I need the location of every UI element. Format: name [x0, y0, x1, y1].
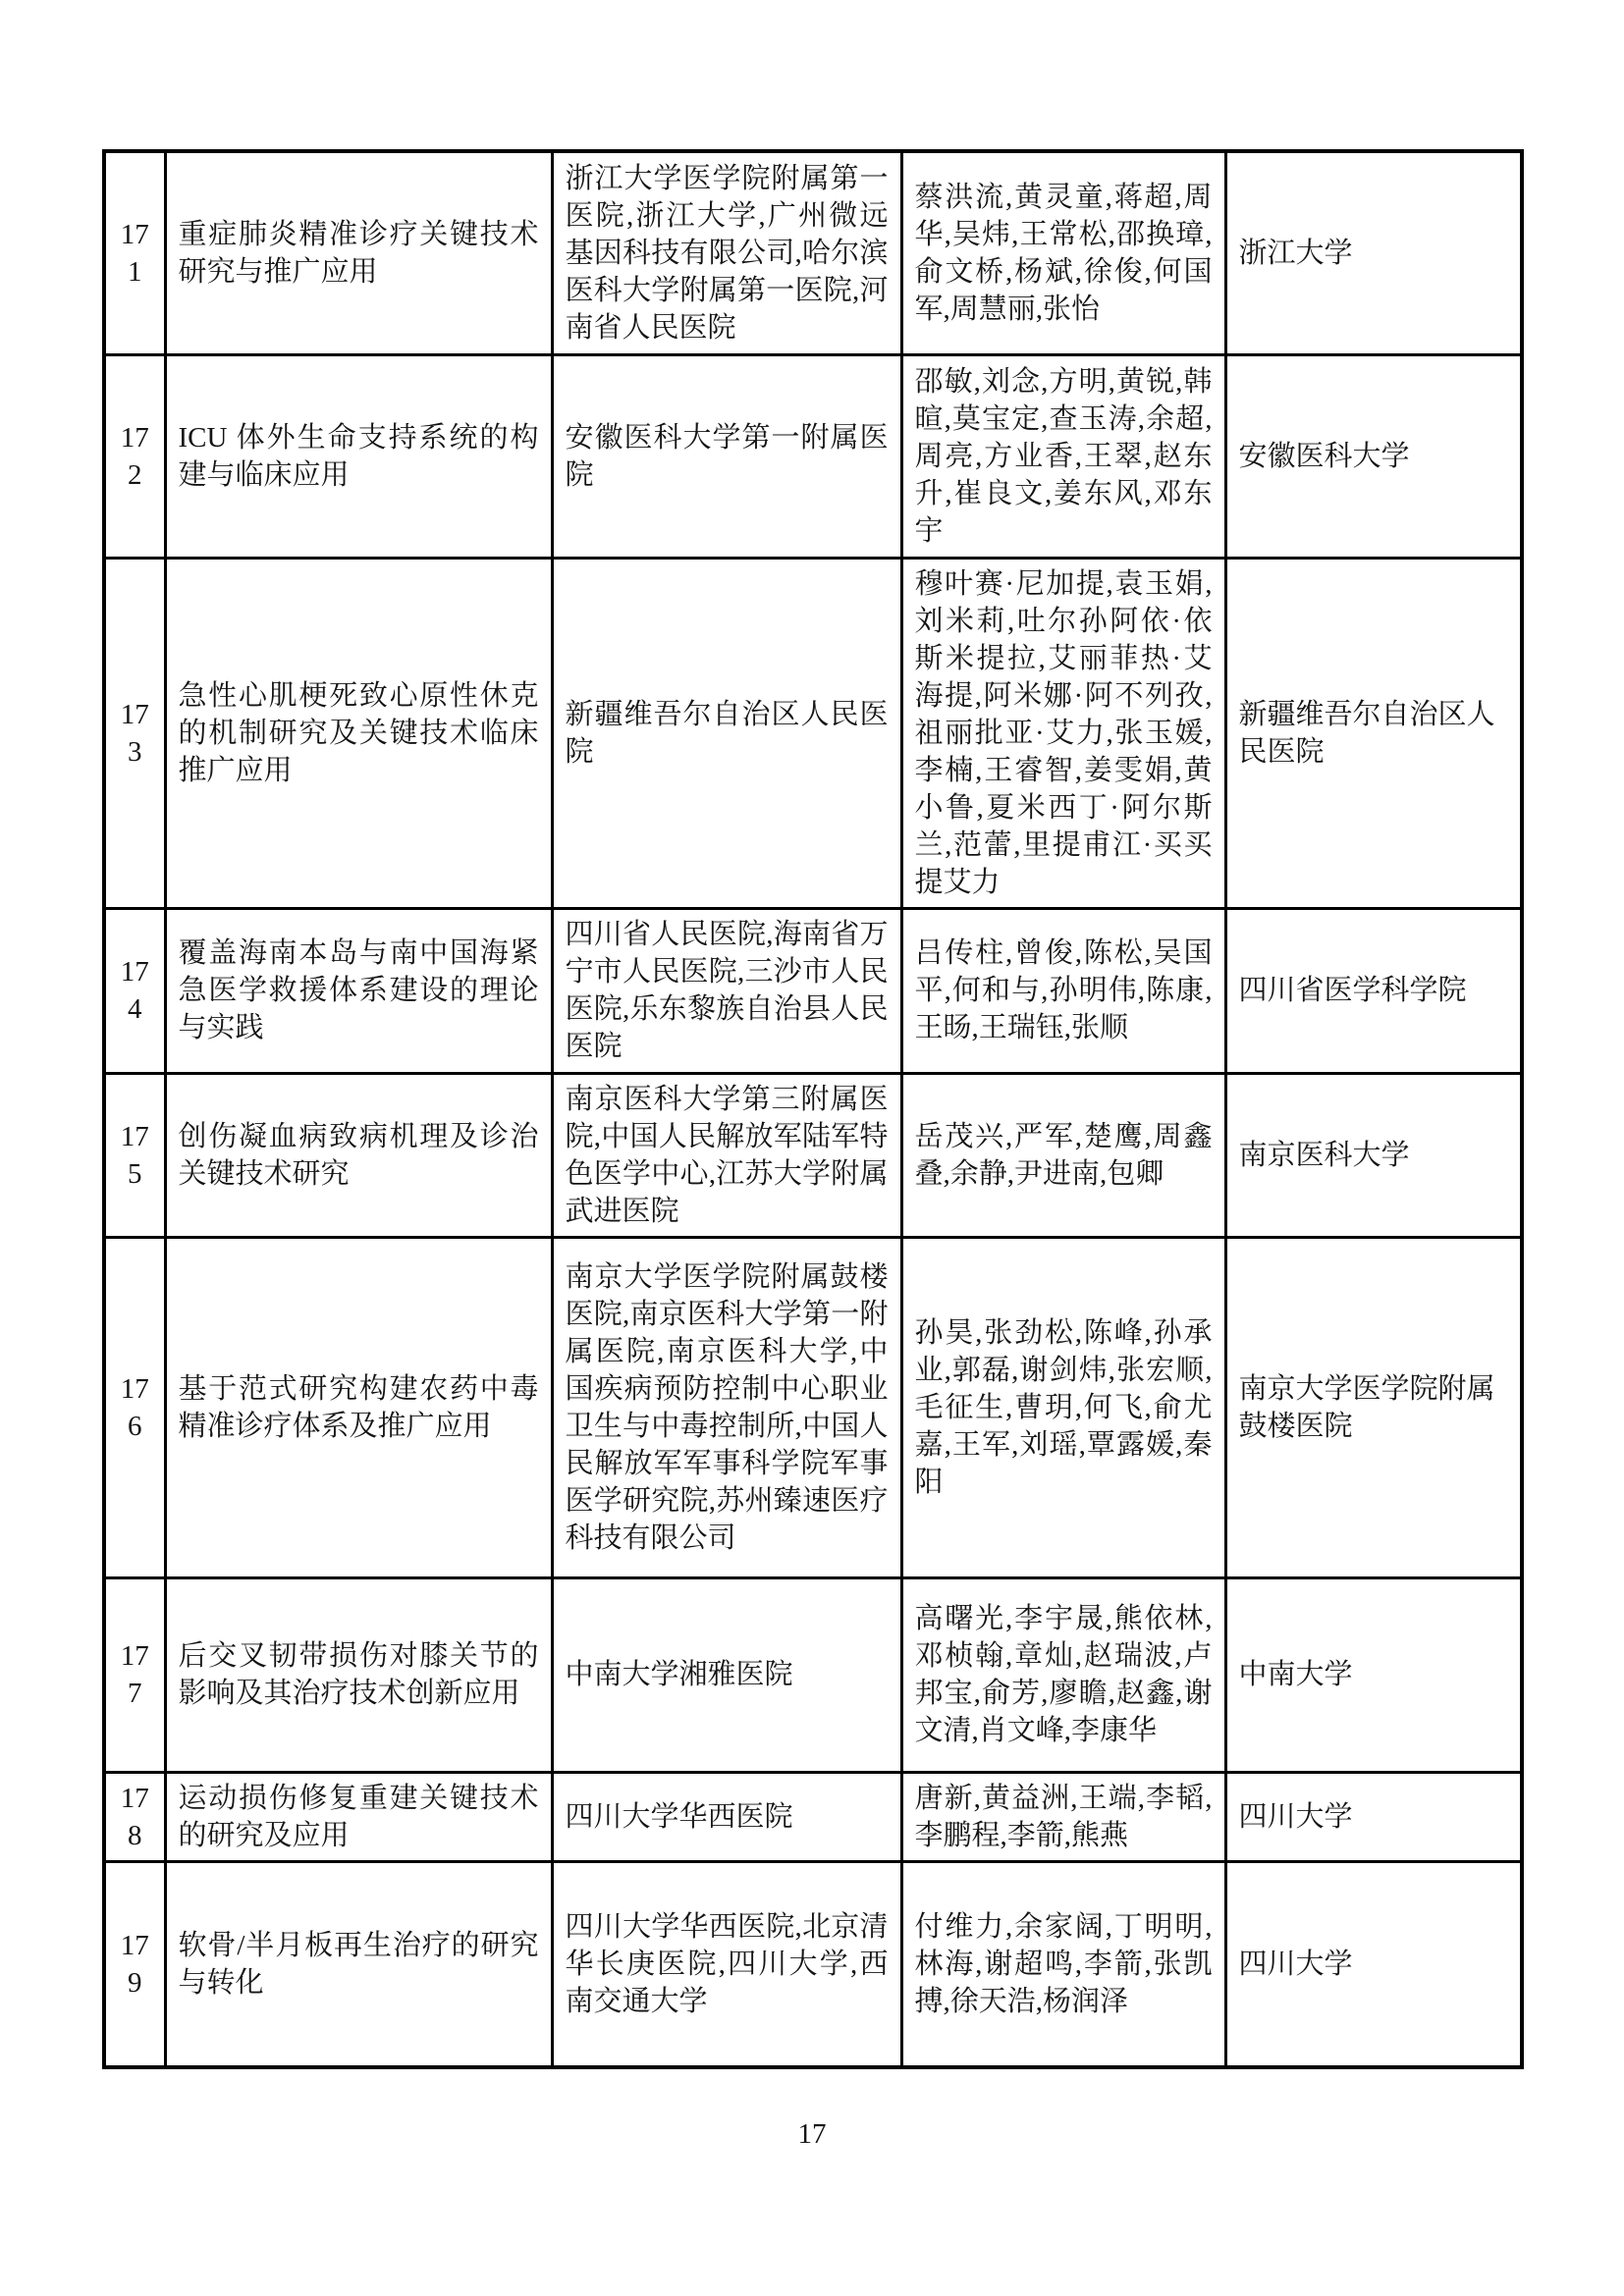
- members: 高曙光,李宇晟,熊依林,邓桢翰,章灿,赵瑞波,卢邦宝,俞芳,廖瞻,赵鑫,谢文清,肖文峰,李康华: [901, 1577, 1225, 1772]
- members: 穆叶赛·尼加提,袁玉娟,刘米莉,吐尔孙阿依·依斯米提拉,艾丽菲热·艾海提,阿米娜·阿不列孜,祖丽批亚·艾力,张玉媛,李楠,王睿智,姜雯娟,黄小鲁,夏米西丁·阿尔斯兰,范蕾,里提甫江·买买提艾力: [901, 558, 1225, 908]
- row-number: 175: [104, 1073, 165, 1237]
- table-row: [104, 1772, 1522, 1861]
- table-row: [104, 354, 1522, 558]
- project-title: 基于范式研究构建农药中毒精准诊疗体系及推广应用: [165, 1237, 552, 1577]
- institutions: 四川大学华西医院: [552, 1772, 901, 1861]
- row-number: 178: [104, 1772, 165, 1861]
- row-number: 177: [104, 1577, 165, 1772]
- institutions: 南京大学医学院附属鼓楼医院,南京医科大学第一附属医院,南京医科大学,中国疾病预防控制中心职业卫生与中毒控制所,中国人民解放军军事科学院军事医学研究院,苏州臻速医疗科技有限公司: [552, 1237, 901, 1577]
- lead-institution: 新疆维吾尔自治区人民医院: [1225, 558, 1522, 908]
- award-projects-table: [102, 149, 1524, 2069]
- members: 付维力,余家阔,丁明明,林海,谢超鸣,李箭,张凯搏,徐天浩,杨润泽: [901, 1861, 1225, 2067]
- lead-institution: 四川大学: [1225, 1861, 1522, 2067]
- institutions: 浙江大学医学院附属第一医院,浙江大学,广州微远基因科技有限公司,哈尔滨医科大学附属第一医院,河南省人民医院: [552, 151, 901, 354]
- row-number: 172: [104, 354, 165, 558]
- institutions: 四川省人民医院,海南省万宁市人民医院,三沙市人民医院,乐东黎族自治县人民医院: [552, 908, 901, 1073]
- project-title: 覆盖海南本岛与南中国海紧急医学救援体系建设的理论与实践: [165, 908, 552, 1073]
- row-number: 171: [104, 151, 165, 354]
- lead-institution: 南京医科大学: [1225, 1073, 1522, 1237]
- row-number: 179: [104, 1861, 165, 2067]
- institutions: 南京医科大学第三附属医院,中国人民解放军陆军特色医学中心,江苏大学附属武进医院: [552, 1073, 901, 1237]
- members: 孙昊,张劲松,陈峰,孙承业,郭磊,谢剑炜,张宏顺,毛征生,曹玥,何飞,俞尤嘉,王军,刘瑶,覃露媛,秦阳: [901, 1237, 1225, 1577]
- members: 蔡洪流,黄灵童,蒋超,周华,吴炜,王常松,邵换璋,俞文桥,杨斌,徐俊,何国军,周慧丽,张怡: [901, 151, 1225, 354]
- members: 岳茂兴,严军,楚鹰,周鑫叠,余静,尹进南,包卿: [901, 1073, 1225, 1237]
- project-title: 运动损伤修复重建关键技术的研究及应用: [165, 1772, 552, 1861]
- table-row: [104, 558, 1522, 908]
- lead-institution: 浙江大学: [1225, 151, 1522, 354]
- institutions: 中南大学湘雅医院: [552, 1577, 901, 1772]
- institutions: 四川大学华西医院,北京清华长庚医院,四川大学,西南交通大学: [552, 1861, 901, 2067]
- table-row: [104, 1577, 1522, 1772]
- lead-institution: 四川大学: [1225, 1772, 1522, 1861]
- project-title: 创伤凝血病致病机理及诊治关键技术研究: [165, 1073, 552, 1237]
- table-row: [104, 1861, 1522, 2067]
- lead-institution: 安徽医科大学: [1225, 354, 1522, 558]
- members: 吕传柱,曾俊,陈松,吴国平,何和与,孙明伟,陈康,王旸,王瑞钰,张顺: [901, 908, 1225, 1073]
- table-row: [104, 908, 1522, 1073]
- table-row: [104, 1237, 1522, 1577]
- members: 唐新,黄益洲,王端,李韬,李鹏程,李箭,熊燕: [901, 1772, 1225, 1861]
- row-number: 176: [104, 1237, 165, 1577]
- table-row: [104, 151, 1522, 354]
- project-title: ICU 体外生命支持系统的构建与临床应用: [165, 354, 552, 558]
- members: 邵敏,刘念,方明,黄锐,韩暄,莫宝定,查玉涛,余超,周亮,方业香,王翠,赵东升,崔良文,姜东风,邓东宇: [901, 354, 1225, 558]
- page-number: 17: [797, 2118, 827, 2150]
- project-title: 后交叉韧带损伤对膝关节的影响及其治疗技术创新应用: [165, 1577, 552, 1772]
- table-row: [104, 1073, 1522, 1237]
- row-number: 173: [104, 558, 165, 908]
- institutions: 安徽医科大学第一附属医院: [552, 354, 901, 558]
- project-title: 重症肺炎精准诊疗关键技术研究与推广应用: [165, 151, 552, 354]
- lead-institution: 中南大学: [1225, 1577, 1522, 1772]
- row-number: 174: [104, 908, 165, 1073]
- project-title: 急性心肌梗死致心原性休克的机制研究及关键技术临床推广应用: [165, 558, 552, 908]
- lead-institution: 四川省医学科学院: [1225, 908, 1522, 1073]
- lead-institution: 南京大学医学院附属鼓楼医院: [1225, 1237, 1522, 1577]
- project-title: 软骨/半月板再生治疗的研究与转化: [165, 1861, 552, 2067]
- institutions: 新疆维吾尔自治区人民医院: [552, 558, 901, 908]
